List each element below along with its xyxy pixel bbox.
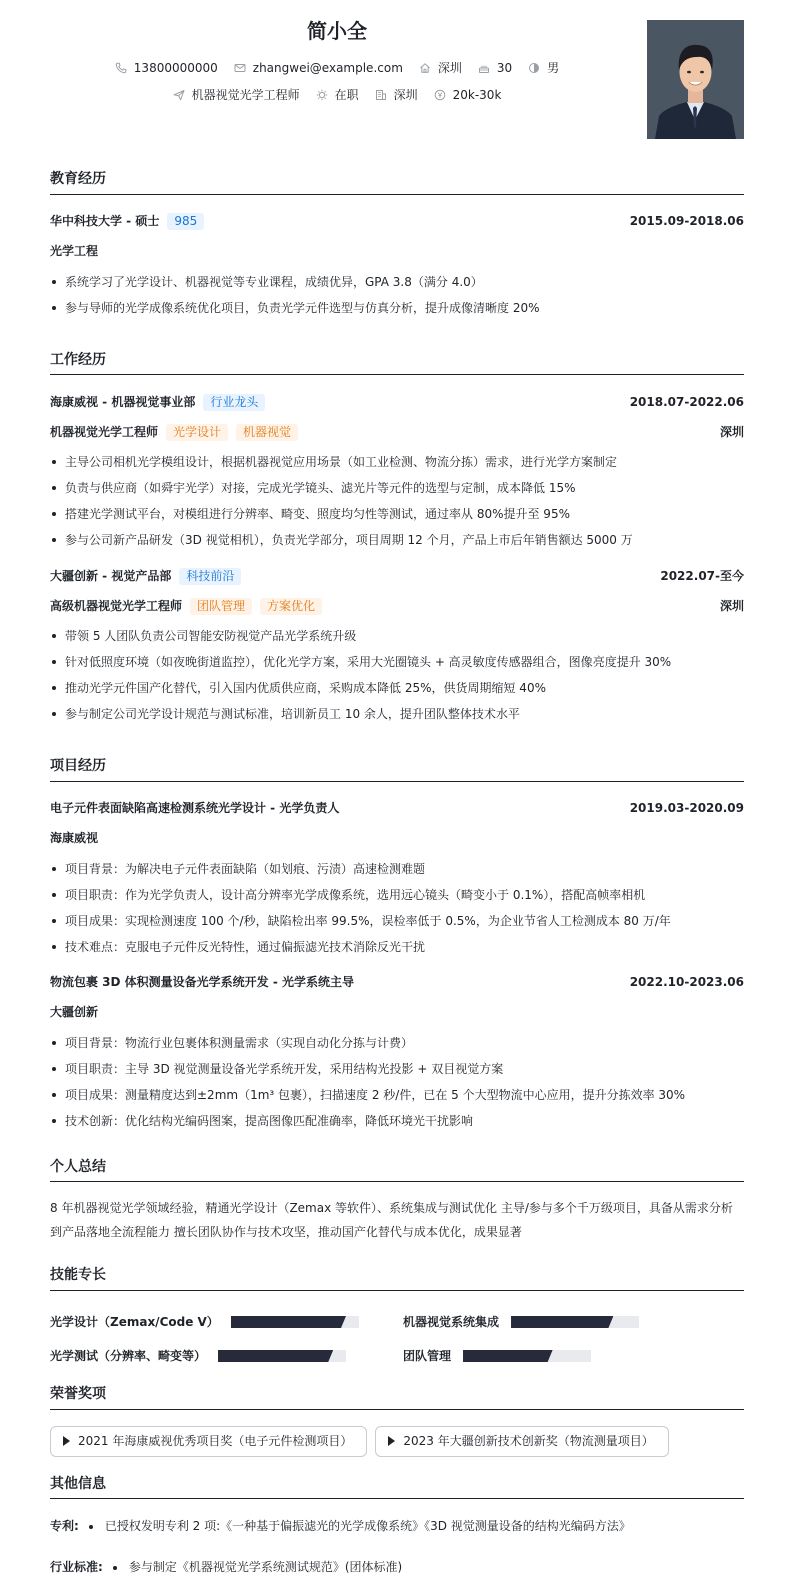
company-tag: 行业龙头	[203, 394, 265, 411]
award-text: 2021 年海康威视优秀项目奖（电子元件检测项目）	[78, 1433, 353, 1448]
project-name: 物流包裹 3D 体积测量设备光学系统开发 - 光学系统主导	[50, 975, 355, 990]
job-role-row	[50, 417, 744, 447]
other-text: 参与制定《机器视觉光学系统测试规范》(团体标准)	[128, 1560, 403, 1575]
list-item: 项目成果：实现检测速度 100 个/秒，缺陷检出率 99.5%，误检率低于 0.5%，为企业节省人工检测成本 80 万/年	[50, 908, 744, 934]
building-icon	[375, 89, 387, 101]
education-date: 2015.09-2018.06	[629, 214, 744, 229]
skill-item	[403, 1339, 744, 1373]
skill-bar	[218, 1350, 346, 1362]
skill-item	[50, 1305, 403, 1339]
summary-title: 个人总结	[50, 1158, 744, 1183]
gender-text: 男	[547, 61, 560, 75]
phone-icon	[115, 62, 127, 74]
job-bullets	[50, 449, 744, 553]
job-date: 2022.07-至今	[660, 568, 744, 583]
award-item	[50, 1426, 367, 1457]
project-org-row	[50, 824, 744, 854]
job-company-row	[50, 561, 744, 591]
awards-title: 荣誉奖项	[50, 1385, 744, 1410]
project-bullets	[50, 856, 744, 960]
company-name: 大疆创新 - 视觉产品部	[50, 568, 172, 583]
award-text: 2023 年大疆创新技术创新奖（物流测量项目）	[403, 1433, 654, 1448]
awards-section	[50, 1385, 744, 1457]
list-item: 参与导师的光学成像系统优化项目，负责光学元件选型与仿真分析，提升成像清晰度 20%	[50, 295, 744, 321]
bullet-dot-icon	[113, 1566, 117, 1570]
project-name: 电子元件表面缺陷高速检测系统光学设计 - 光学负责人	[50, 801, 340, 816]
awards-list	[50, 1410, 744, 1457]
skills-title: 技能专长	[50, 1266, 744, 1291]
skill-bar-fill	[511, 1316, 613, 1328]
job-entry	[50, 387, 744, 553]
gender-icon	[528, 62, 540, 74]
job-entry	[50, 561, 744, 727]
list-item: 技术难点：克服电子元件反光特性，通过偏振滤光技术消除反光干扰	[50, 934, 744, 960]
list-item: 负责与供应商（如舜宇光学）对接，完成光学镜头、滤光片等元件的选型与定制，成本降低 15%	[50, 475, 744, 501]
job-date: 2018.07-2022.06	[629, 394, 744, 409]
school-name: 华中科技大学 - 硕士	[50, 214, 160, 229]
role-tag: 方案优化	[260, 598, 322, 615]
company-name: 海康威视 - 机器视觉事业部	[50, 394, 196, 409]
profile-photo-illustration	[647, 20, 744, 139]
skill-item	[403, 1305, 744, 1339]
skill-name: 机器视觉系统集成	[403, 1314, 500, 1329]
company-tag: 科技前沿	[179, 568, 241, 585]
skill-name: 团队管理	[403, 1348, 452, 1363]
summary-section	[50, 1158, 744, 1245]
skill-bar-fill	[463, 1350, 553, 1362]
location-info	[419, 60, 462, 77]
project-org: 海康威视	[50, 831, 99, 846]
major-name: 光学工程	[50, 244, 99, 259]
skill-bar	[231, 1316, 359, 1328]
other-title: 其他信息	[50, 1475, 744, 1500]
skills-section	[50, 1266, 744, 1373]
work-section	[50, 351, 744, 728]
project-name-row	[50, 794, 744, 824]
phone-info	[115, 60, 218, 77]
job-role: 高级机器视觉光学工程师	[50, 598, 183, 613]
skills-grid	[50, 1291, 744, 1373]
location-text: 深圳	[437, 61, 462, 75]
resume-header	[50, 0, 744, 148]
projects-title: 项目经历	[50, 757, 744, 782]
status-icon	[316, 89, 328, 101]
skill-item	[50, 1339, 403, 1373]
salary-info	[434, 87, 502, 104]
skill-bar-fill	[231, 1316, 346, 1328]
job-company-row	[50, 387, 744, 417]
project-entry	[50, 968, 744, 1134]
salary-icon	[434, 89, 446, 101]
list-item: 主导公司相机光学模组设计，根据机器视觉应用场景（如工业检测、物流分拣）需求，进行光学方案制定	[50, 449, 744, 475]
project-date: 2022.10-2023.06	[629, 975, 744, 990]
job-status-info	[316, 87, 359, 104]
list-item: 项目背景：物流行业包裹体积测量需求（实现自动化分拣与计费）	[50, 1030, 744, 1056]
other-row-standard	[50, 1554, 744, 1581]
list-item: 推动光学元件国产化替代，引入国内优质供应商，采购成本降低 25%，供货周期缩短 40%	[50, 675, 744, 701]
other-section	[50, 1475, 744, 1581]
contact-line	[50, 60, 624, 77]
list-item: 参与制定公司光学设计规范与测试标准，培训新员工 10 余人，提升团队整体技术水平	[50, 701, 744, 727]
triangle-bullet-icon	[63, 1436, 70, 1446]
skill-bar	[511, 1316, 639, 1328]
work-title: 工作经历	[50, 351, 744, 376]
role-tag: 团队管理	[190, 598, 252, 615]
target-city-info	[375, 87, 418, 104]
summary-text: 8 年机器视觉光学领域经验，精通光学设计（Zemax 等软件）、系统集成与测试优化 主导/参与多个千万级项目，具备从需求分析到产品落地全流程能力 擅长团队协作与技术攻坚，推动国产化替代与成本优化，成果显著	[50, 1201, 733, 1240]
job-status-text: 在职	[334, 88, 359, 102]
school-tag: 985	[167, 213, 204, 230]
list-item: 项目职责：作为光学负责人，设计高分辨率光学成像系统，选用远心镜头（畸变小于 0.1%），搭配高帧率相机	[50, 882, 744, 908]
other-label: 专利:	[50, 1519, 79, 1534]
role-tag: 机器视觉	[236, 424, 298, 441]
age-icon	[478, 62, 490, 74]
project-org-row	[50, 998, 744, 1028]
bullet-dot-icon	[89, 1525, 93, 1529]
list-item: 项目成果：测量精度达到±2mm（1m³ 包裹），扫描速度 2 秒/件，已在 5 个大型物流中心应用，提升分拣效率 30%	[50, 1082, 744, 1108]
phone-text: 13800000000	[133, 61, 218, 75]
job-bullets	[50, 623, 744, 727]
triangle-bullet-icon	[388, 1436, 395, 1446]
skill-name: 光学设计（Zemax/Code V）	[50, 1314, 219, 1329]
age-info	[478, 60, 512, 77]
job-city: 深圳	[719, 424, 744, 439]
list-item: 搭建光学测试平台，对模组进行分辨率、畸变、照度均匀性等测试，通过率从 80%提升至 95%	[50, 501, 744, 527]
age-text: 30	[496, 61, 513, 75]
send-icon	[173, 89, 185, 101]
job-city: 深圳	[719, 598, 744, 613]
target-position-info	[173, 87, 300, 104]
other-text: 已授权发明专利 2 项:《一种基于偏振滤光的光学成像系统》《3D 视觉测量设备的结构光编码方法》	[104, 1519, 631, 1534]
salary-text: 20k-30k	[452, 88, 502, 102]
job-role: 机器视觉光学工程师	[50, 424, 159, 439]
job-role-row	[50, 591, 744, 621]
education-school-row	[50, 207, 744, 237]
education-major-row	[50, 237, 744, 267]
project-date: 2019.03-2020.09	[629, 801, 744, 816]
project-entry	[50, 794, 744, 960]
education-section	[50, 170, 744, 321]
job-intent-line	[50, 87, 624, 104]
project-name-row	[50, 968, 744, 998]
list-item: 项目职责：主导 3D 视觉测量设备光学系统开发，采用结构光投影 + 双目视觉方案	[50, 1056, 744, 1082]
email-info	[234, 60, 403, 77]
award-item	[375, 1426, 668, 1457]
skill-bar-fill	[218, 1350, 333, 1362]
mail-icon	[234, 62, 246, 74]
other-label: 行业标准:	[50, 1560, 103, 1575]
project-bullets	[50, 1030, 744, 1134]
target-city-text: 深圳	[393, 88, 418, 102]
profile-photo	[647, 20, 744, 139]
other-row-patent	[50, 1513, 744, 1540]
skill-bar	[463, 1350, 591, 1362]
gender-info	[528, 60, 559, 77]
home-icon	[419, 62, 431, 74]
list-item: 系统学习了光学设计、机器视觉等专业课程，成绩优异，GPA 3.8（满分 4.0）	[50, 269, 744, 295]
projects-section	[50, 757, 744, 1134]
candidate-name: 简小全	[307, 19, 367, 43]
email-text: zhangwei@example.com	[252, 61, 403, 75]
list-item: 针对低照度环境（如夜晚街道监控），优化光学方案，采用大光圈镜头 + 高灵敏度传感器组合，图像亮度提升 30%	[50, 649, 744, 675]
list-item: 技术创新：优化结构光编码图案，提高图像匹配准确率，降低环境光干扰影响	[50, 1108, 744, 1134]
role-tag: 光学设计	[166, 424, 228, 441]
list-item: 参与公司新产品研发（3D 视觉相机），负责光学部分，项目周期 12 个月，产品上市后年销售额达 5000 万	[50, 527, 744, 553]
project-org: 大疆创新	[50, 1005, 99, 1020]
list-item: 带领 5 人团队负责公司智能安防视觉产品光学系统升级	[50, 623, 744, 649]
skill-name: 光学测试（分辨率、畸变等）	[50, 1348, 207, 1363]
list-item: 项目背景：为解决电子元件表面缺陷（如划痕、污渍）高速检测难题	[50, 856, 744, 882]
education-title: 教育经历	[50, 170, 744, 195]
target-position-text: 机器视觉光学工程师	[191, 88, 300, 102]
education-bullets	[50, 269, 744, 321]
